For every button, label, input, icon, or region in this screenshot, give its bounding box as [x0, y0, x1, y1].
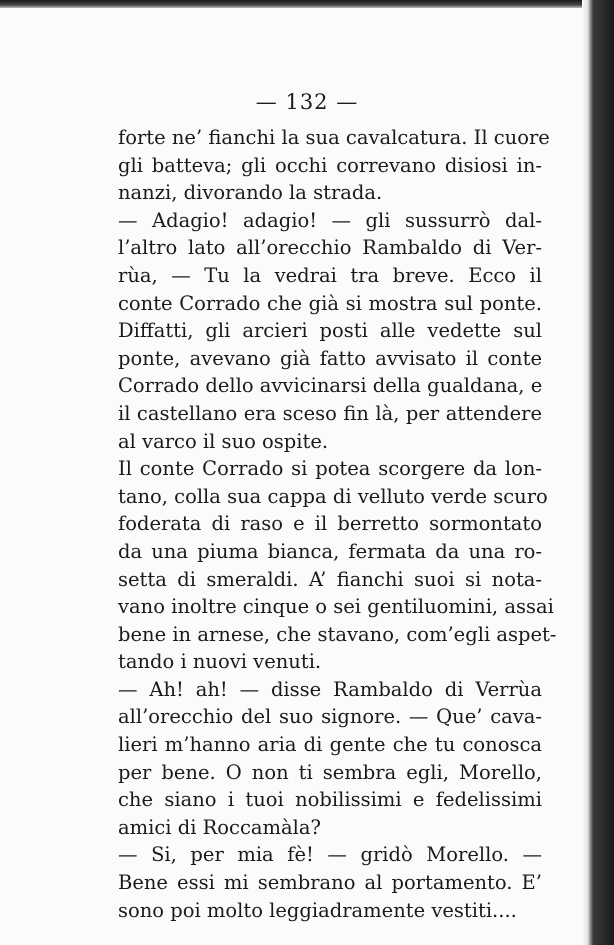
text-line: il castellano era sceso fin là, per attendere	[118, 401, 542, 425]
text-line: ponte, avevano già fatto avvisato il conte	[118, 346, 542, 370]
text-line: amici di Roccamàla?	[118, 815, 321, 839]
text-line: bene in arnese, che stavano, com’egli aspet-	[118, 622, 557, 646]
page-number: — 132 —	[255, 90, 359, 114]
text-line: Diffatti, gli arcieri posti alle vedette sul	[118, 319, 542, 343]
text-line: tando i nuovi venuti.	[118, 650, 322, 674]
text-line: da una piuma bianca, fermata da una ro-	[118, 539, 542, 563]
text-line: sono poi molto leggiadramente vestiti....	[118, 898, 517, 922]
text-line: foderata di raso e il berretto sormontato	[118, 512, 542, 536]
text-line: Corrado dello avvicinarsi della gualdana, e	[118, 374, 543, 398]
text-line: — Si, per mia fè! — gridò Morello. —	[118, 843, 542, 867]
text-line: setta di smeraldi. A’ fianchi suoi si nota-	[118, 567, 542, 591]
text-line: al varco il suo ospite.	[118, 429, 329, 453]
text-line: — Ah! ah! — disse Rambaldo di Verrùa	[118, 677, 542, 701]
page-top-edge	[0, 0, 614, 8]
text-line: — Adagio! adagio! — gli sussurrò dal-	[118, 208, 542, 232]
text-line: Il conte Corrado si potea scorgere da lon-	[118, 457, 542, 481]
text-line: Bene essi mi sembrano al portamento. E’	[118, 871, 542, 895]
page-right-edge	[588, 0, 614, 945]
text-line: forte ne’ fianchi la sua cavalcatura. Il cuore	[118, 126, 550, 149]
text-line: conte Corrado che già si mostra sul ponte.	[118, 291, 542, 315]
text-line: vano inoltre cinque o sei gentiluomini, assai	[118, 595, 554, 619]
text-line: lieri m’hanno aria di gente che tu conosca	[118, 733, 542, 757]
text-line: gli batteva; gli occhi correvano disiosi in-	[118, 153, 542, 177]
text-line: tano, colla sua cappa di velluto verde scuro	[118, 484, 548, 508]
text-line: rùa, — Tu la vedrai tra breve. Ecco il	[118, 263, 542, 287]
body-text	[118, 124, 557, 924]
text-line: che siano i tuoi nobilissimi e fedelissimi	[118, 788, 542, 812]
text-line: nanzi, divorando la strada.	[118, 181, 383, 205]
text-line: l’altro lato all’orecchio Rambaldo di Ver-	[118, 236, 542, 260]
text-line: all’orecchio del suo signore. — Que’ cava-	[118, 705, 542, 729]
text-line: per bene. O non ti sembra egli, Morello,	[118, 760, 542, 784]
